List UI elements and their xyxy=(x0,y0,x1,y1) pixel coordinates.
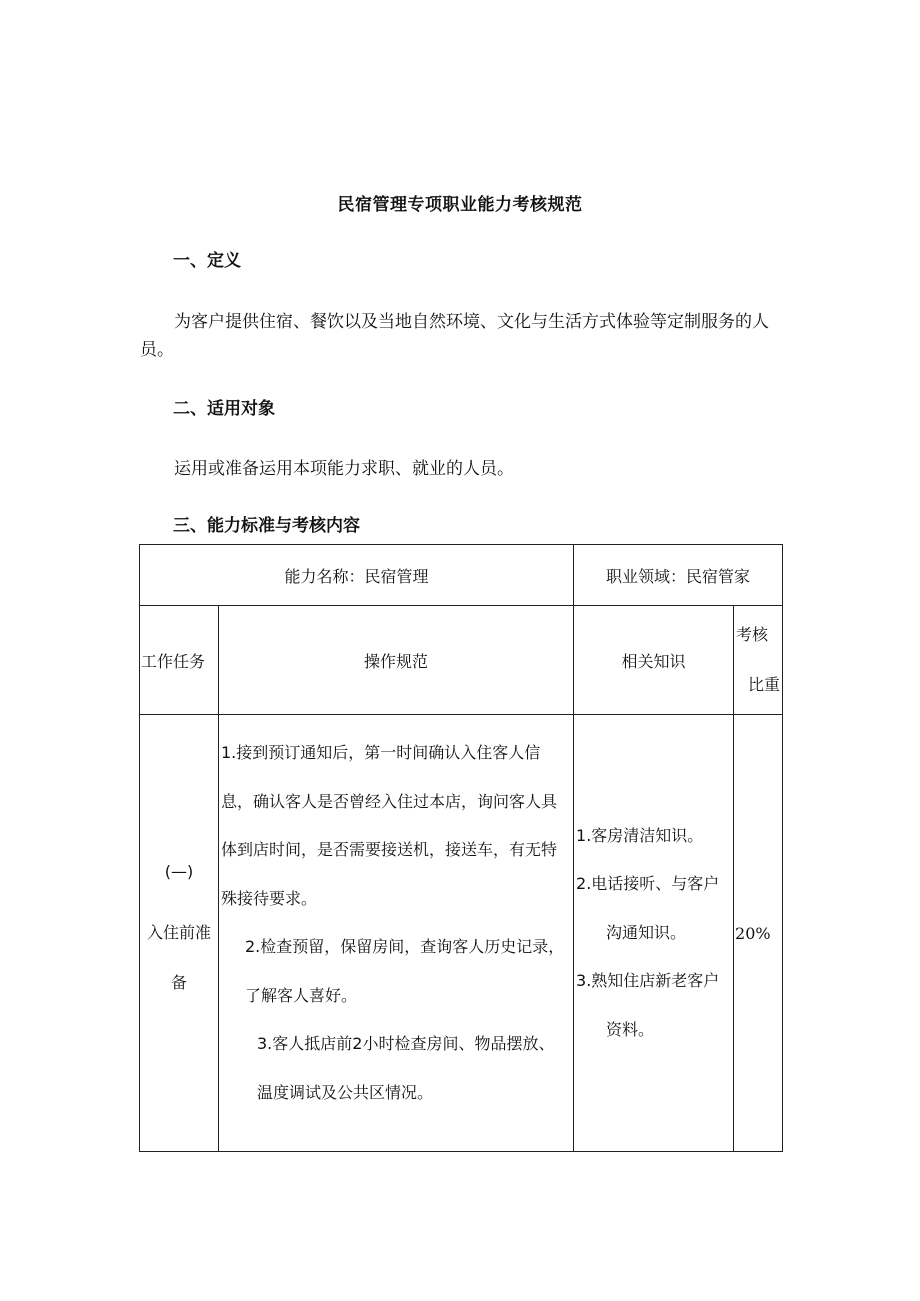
section-heading-definition: 一、定义 xyxy=(173,251,241,271)
operation-item: 2.检查预留，保留房间，查询客人历史记录，了解客人喜好。 xyxy=(245,937,565,1005)
target-paragraph: 运用或准备运用本项能力求职、就业的人员。 xyxy=(174,459,514,479)
task-number: (—) xyxy=(164,862,194,881)
knowledge-item: 2.电话接听、与客户沟通知识。 xyxy=(576,874,720,942)
ability-name-cell: 能力名称：民宿管理 xyxy=(140,545,574,606)
weight-value: 20% xyxy=(734,715,783,1152)
section-heading-target: 二、适用对象 xyxy=(173,399,275,419)
table-row xyxy=(140,715,783,1152)
knowledge-item: 3.熟知住店新老客户资料。 xyxy=(576,971,720,1039)
section-heading-standards: 三、能力标准与考核内容 xyxy=(173,516,360,536)
weight-header-line2: 比重 xyxy=(748,675,781,694)
operation-column-header: 操作规范 xyxy=(219,606,574,715)
operations-cell xyxy=(219,715,574,1152)
operation-item: 1.接到预订通知后，第一时间确认入住客人信息，确认客人是否曾经入住过本店，询问客人具体到店时间，是否需要接送机，接送车，有无特殊接待要求。 xyxy=(221,743,558,908)
knowledge-column-header: 相关知识 xyxy=(574,606,734,715)
task-column-header: 工作任务 xyxy=(140,606,219,715)
document-title: 民宿管理专项职业能力考核规范 xyxy=(337,195,583,215)
definition-paragraph: 为客户提供住宿、餐饮以及当地自然环境、文化与生活方式体验等定制服务的人员。 xyxy=(140,312,769,360)
task-name: 入住前准备 xyxy=(146,923,211,992)
column-header-row xyxy=(140,606,783,715)
weight-column-header xyxy=(734,606,783,715)
table-header-row xyxy=(140,545,783,606)
knowledge-cell xyxy=(574,715,734,1152)
career-field-cell: 职业领域：民宿管家 xyxy=(574,545,783,606)
knowledge-item: 1.客房清洁知识。 xyxy=(576,825,704,845)
ability-standard-table xyxy=(139,544,783,1152)
operation-item: 3.客人抵店前2小时检查房间、物品摆放、温度调试及公共区情况。 xyxy=(257,1034,555,1102)
weight-header-line1: 考核 xyxy=(736,625,769,644)
task-cell xyxy=(140,715,219,1152)
